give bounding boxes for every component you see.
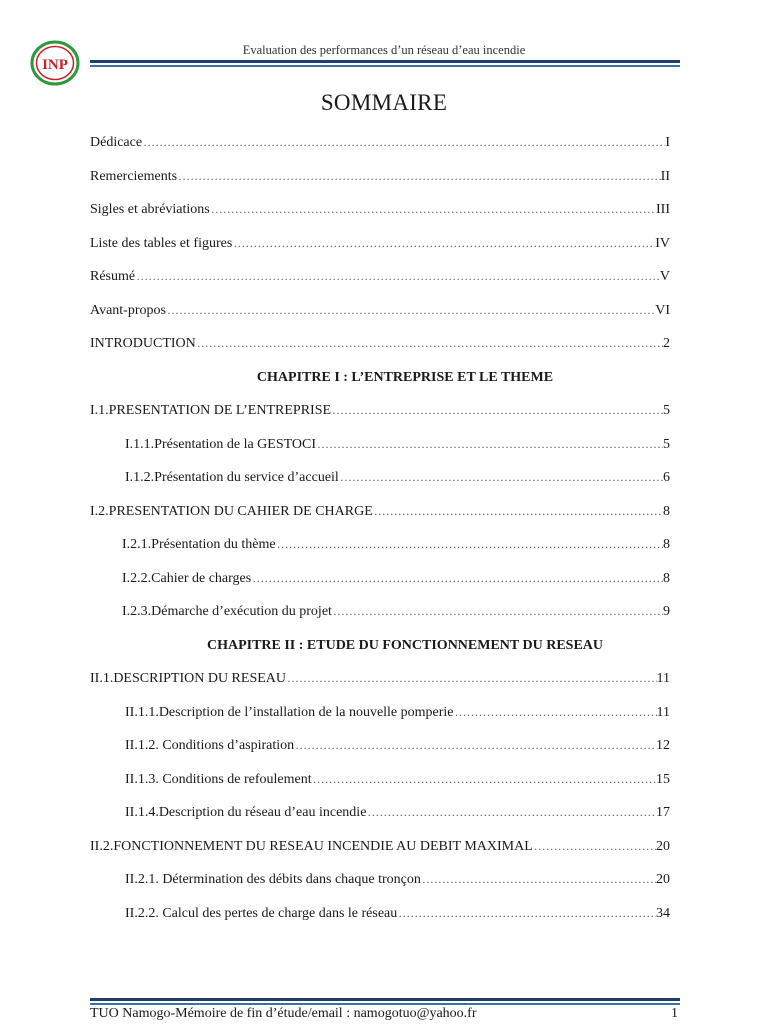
toc-entry-subsection	[90, 564, 670, 598]
toc-label: I.2.2.Cahier de charges	[122, 570, 252, 586]
toc-entry-resume	[90, 262, 670, 296]
page-footer: TUO Namogo-Mémoire de fin d’étude/email : namogotuo@yahoo.fr	[90, 1006, 477, 1021]
toc-label: I.2.3.Démarche d’exécution du projet	[122, 604, 332, 619]
toc-page: 5	[663, 403, 670, 418]
toc-page: IV	[655, 235, 670, 251]
chapter-title: CHAPITRE I : L’ENTREPRISE ET LE THEME	[256, 369, 554, 385]
toc-page: 15	[656, 771, 670, 787]
toc-page: 20	[656, 838, 670, 854]
page-number: 1	[671, 1006, 678, 1021]
toc-page: III	[656, 202, 670, 217]
toc-page: 8	[663, 503, 670, 519]
toc-label: I.1.1.Présentation de la GESTOCI	[125, 436, 317, 452]
toc-label: Avant-propos	[90, 302, 166, 318]
toc-chapter-heading	[90, 363, 670, 397]
toc-label: Remerciements	[90, 168, 178, 184]
toc-page: II	[660, 168, 670, 184]
header-rule-thin	[90, 65, 680, 67]
toc-label: II.1.1.Description de l’installation de la nouvelle pomperie	[125, 704, 454, 720]
toc-label: I.1.2.Présentation du service d’accueil	[125, 470, 339, 485]
toc-entry-section	[90, 396, 670, 430]
toc-page: 12	[656, 738, 670, 753]
toc-entry-dedicace	[90, 128, 670, 162]
toc-entry-avant-propos	[90, 296, 670, 330]
toc-page: 20	[656, 872, 670, 887]
toc-entry-subsection	[90, 798, 670, 832]
toc-page: 6	[663, 470, 670, 485]
toc-entry-subsection	[90, 597, 670, 631]
page-title: SOMMAIRE	[320, 90, 448, 115]
toc-label: Dédicace	[90, 135, 143, 150]
footer-rule-thin	[90, 1003, 680, 1005]
toc-label: II.1.4.Description du réseau d’eau incendie	[125, 805, 367, 820]
toc-entry-section	[90, 497, 670, 531]
toc-page: VI	[655, 302, 670, 318]
toc-entry-subsection	[90, 865, 670, 899]
toc-label: I.2.PRESENTATION DU CAHIER DE CHARGE	[90, 503, 373, 519]
header-rule	[90, 60, 680, 63]
table-of-contents	[90, 128, 670, 932]
toc-label: II.1.2. Conditions d’aspiration	[125, 738, 295, 753]
logo-text: INP	[42, 57, 68, 73]
toc-entry-remerciements	[90, 162, 670, 196]
toc-label: Sigles et abréviations	[90, 202, 210, 217]
toc-entry-subsection	[90, 463, 670, 497]
toc-label: INTRODUCTION	[90, 336, 196, 351]
toc-page: 2	[663, 336, 670, 351]
chapter-title: CHAPITRE II : ETUDE DU FONCTIONNEMENT DU RESEAU	[206, 637, 604, 653]
toc-page: 9	[663, 604, 670, 619]
toc-label: II.1.DESCRIPTION DU RESEAU	[90, 671, 286, 686]
toc-label: I.1.PRESENTATION DE L’ENTREPRISE	[90, 403, 332, 418]
toc-label: I.2.1.Présentation du thème	[122, 537, 276, 552]
toc-entry-liste-tables	[90, 229, 670, 263]
toc-entry-subsection	[90, 698, 670, 732]
toc-page: I	[665, 135, 670, 150]
toc-page: 5	[663, 436, 670, 452]
toc-entry-sigles	[90, 195, 670, 229]
toc-entry-introduction	[90, 329, 670, 363]
toc-entry-subsection	[90, 731, 670, 765]
toc-label: II.1.3. Conditions de refoulement	[125, 771, 312, 787]
toc-page: V	[659, 269, 670, 284]
toc-page: 8	[663, 537, 670, 552]
toc-page: 17	[656, 805, 670, 820]
toc-chapter-heading	[90, 631, 670, 665]
toc-page: 11	[656, 704, 670, 720]
toc-label: II.2.2. Calcul des pertes de charge dans le réseau	[125, 905, 398, 921]
toc-page: 34	[656, 905, 670, 921]
toc-page: 11	[656, 671, 670, 686]
toc-entry-subsection	[90, 530, 670, 564]
toc-entry-section	[90, 664, 670, 698]
toc-entry-subsection	[90, 430, 670, 464]
toc-entry-subsection	[90, 899, 670, 933]
toc-label: Résumé	[90, 269, 136, 284]
toc-label: Liste des tables et figures	[90, 235, 233, 251]
footer-rule	[90, 998, 680, 1001]
toc-label: II.2.1. Détermination des débits dans chaque tronçon	[125, 872, 421, 887]
toc-entry-section	[90, 832, 670, 866]
toc-label: II.2.FONCTIONNEMENT DU RESEAU INCENDIE AU DEBIT MAXIMAL	[90, 838, 533, 854]
running-header: Evaluation des performances d’un réseau d’eau incendie	[242, 43, 526, 57]
toc-entry-subsection	[90, 765, 670, 799]
toc-page: 8	[663, 570, 670, 586]
